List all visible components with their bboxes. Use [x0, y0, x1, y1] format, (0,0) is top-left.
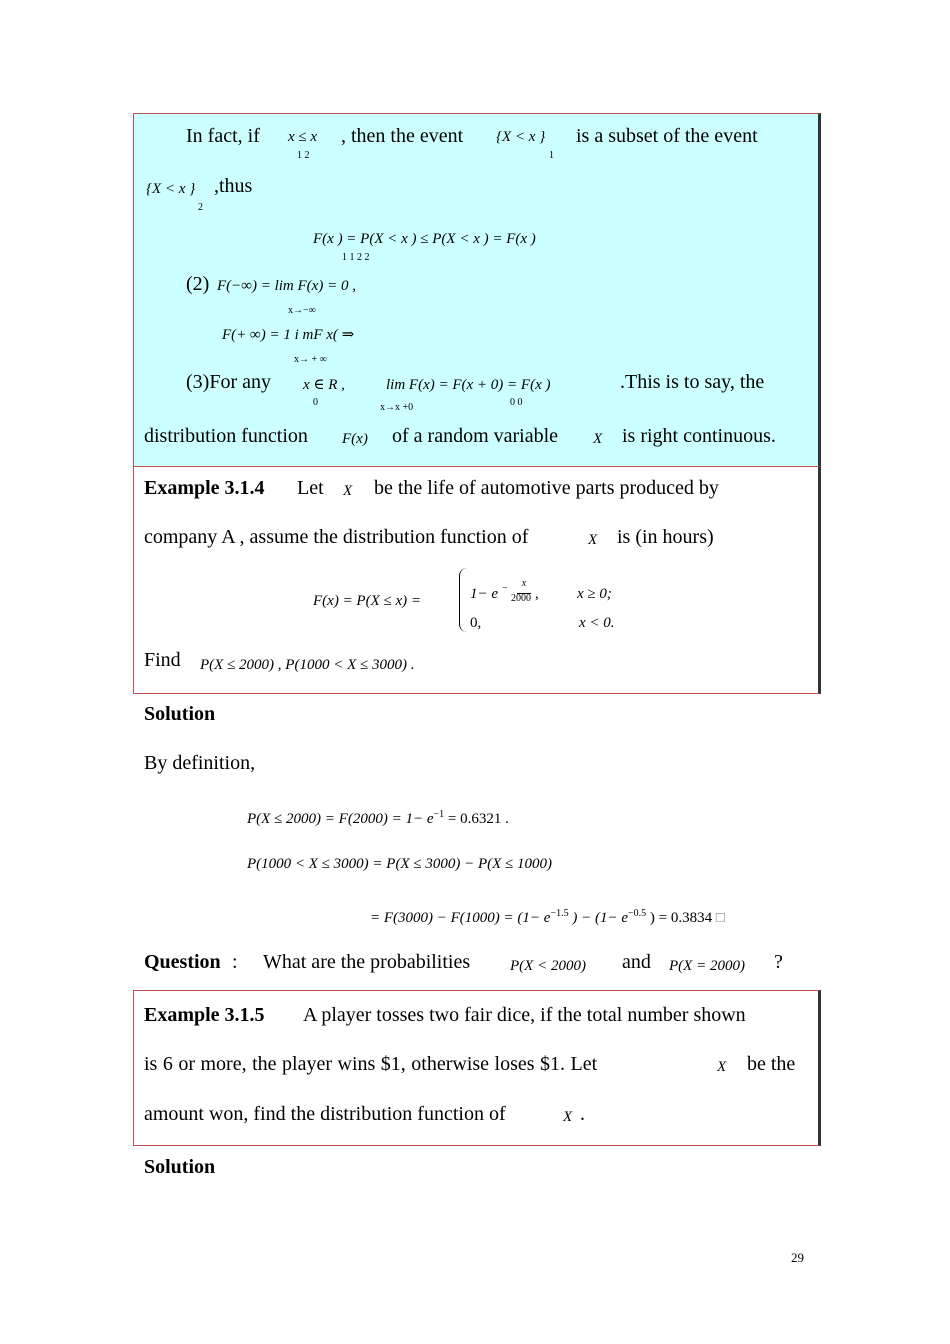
math-event-x1: {X < x }	[496, 129, 546, 145]
limit-subscript: x→x +0	[380, 402, 414, 413]
question-text-and: and	[622, 951, 651, 973]
text-line2-a: company A , assume the distribution function of	[144, 526, 529, 548]
case1-comma: ,	[535, 586, 539, 602]
math-x: X	[343, 483, 353, 499]
text-line2-b: is (in hours)	[617, 526, 714, 548]
math-x: X	[563, 1109, 573, 1125]
example-label: Example 3.1.5	[144, 1004, 265, 1026]
solution-heading: Solution	[144, 1156, 216, 1178]
item2-label: (2)	[186, 273, 210, 295]
math-p-equal-2000: P(X = 2000)	[669, 958, 745, 974]
math-x: X	[588, 532, 598, 548]
text-line5-b: of a random variable	[392, 425, 559, 447]
math-subscript: 2	[198, 202, 203, 213]
math-x1-le-x2: x ≤ x	[288, 129, 318, 145]
text-line1-c: is a subset of the event	[576, 125, 758, 147]
question-colon: :	[232, 951, 238, 973]
equation-right-continuity: lim F(x) = F(x + 0) = F(x )	[386, 377, 551, 393]
text-thus: ,thus	[214, 175, 253, 197]
case1-frac-num: x	[517, 575, 531, 594]
math-x0-in-r: x ∈ R ,	[303, 377, 345, 393]
equation-lhs: F(x) = P(X ≤ x) =	[313, 593, 422, 609]
limit-subscript: x→ + ∞	[294, 354, 327, 365]
math-subscript: 0	[313, 397, 318, 408]
text-line1-b: , then the event	[341, 125, 464, 147]
math-event-x2: {X < x }	[146, 181, 196, 197]
item3-text-b: .This is to say, the	[620, 371, 765, 393]
example-line2-b: be the	[747, 1053, 796, 1075]
equation-limit-pos-inf: F(+ ∞) = 1 i mF x( ⇒	[222, 327, 355, 343]
eq3-main: = F(3000) − F(1000) = (1− e	[370, 910, 551, 926]
text-line1-a: In fact, if	[186, 125, 260, 147]
eq3-middle: ) − (1− e	[568, 910, 628, 926]
eq3-exponent-1: −1.5	[550, 908, 569, 919]
question-mark: ?	[774, 951, 783, 973]
eq1-tail: = 0.6321 .	[444, 811, 509, 827]
text-line1-b	[374, 476, 806, 500]
text-let: Let	[297, 477, 324, 499]
text-line1-b-content: be the life of automotive parts produced by	[374, 477, 719, 499]
question-text-a: What are the probabilities	[263, 951, 471, 973]
qed-box: □	[715, 910, 725, 926]
solution-equation-1	[247, 806, 509, 828]
example-line3-a: amount won, find the distribution function of	[144, 1103, 506, 1125]
math-x: X	[717, 1059, 727, 1075]
text-by-definition: By definition,	[144, 752, 256, 774]
equation-monotone: F(x ) = P(X < x ) ≤ P(X < x ) = F(x )	[313, 231, 536, 247]
example-line3-period: .	[580, 1103, 585, 1125]
text-line5-a: distribution function	[144, 425, 308, 447]
example-line2-a: is 6 or more, the player wins $1, otherwise loses $1. Let	[144, 1053, 598, 1075]
text-line5-c: is right continuous.	[622, 425, 776, 447]
text-find: Find	[144, 649, 181, 671]
math-p-less-2000: P(X < 2000)	[510, 958, 586, 974]
equation-subscripts: 1 1 2 2	[342, 252, 370, 263]
question-label: Question	[144, 951, 221, 973]
piecewise-brace	[459, 568, 470, 632]
case1-frac-den: 2000	[511, 593, 531, 604]
eq3-exponent-2: −0.5	[628, 908, 647, 919]
case2-condition: x < 0.	[579, 615, 615, 631]
page-number: 29	[791, 1250, 804, 1265]
math-subscripts: 1 2	[297, 150, 310, 161]
limit-subscript: x→−∞	[288, 305, 316, 316]
math-subscript: 1	[549, 150, 554, 161]
case1-expression: 1− e	[470, 586, 499, 602]
solution-equation-2: P(1000 < X ≤ 3000) = P(X ≤ 3000) − P(X ≤ 1000)	[247, 856, 553, 872]
equation-subscripts: 0 0	[510, 397, 523, 408]
math-find-probabilities: P(X ≤ 2000) , P(1000 < X ≤ 3000) .	[200, 657, 415, 673]
math-fx: F(x)	[342, 431, 368, 447]
eq3-tail: ) = 0.3834	[646, 910, 716, 926]
equation-limit-neg-inf: F(−∞) = lim F(x) = 0 ,	[217, 278, 356, 294]
solution-heading: Solution	[144, 703, 216, 725]
eq1-exponent: −1	[433, 809, 445, 820]
eq1-main: P(X ≤ 2000) = F(2000) = 1− e	[247, 811, 434, 827]
example-label: Example 3.1.4	[144, 477, 265, 499]
example-line1: A player tosses two fair dice, if the total number shown	[303, 1004, 746, 1026]
math-x: X	[593, 431, 603, 447]
case2-expression: 0,	[470, 615, 482, 631]
case1-exponent-sign: −	[502, 583, 508, 594]
case1-condition: x ≥ 0;	[577, 586, 612, 602]
item3-text-a: (3)For any	[186, 371, 271, 393]
solution-equation-3	[370, 905, 725, 927]
